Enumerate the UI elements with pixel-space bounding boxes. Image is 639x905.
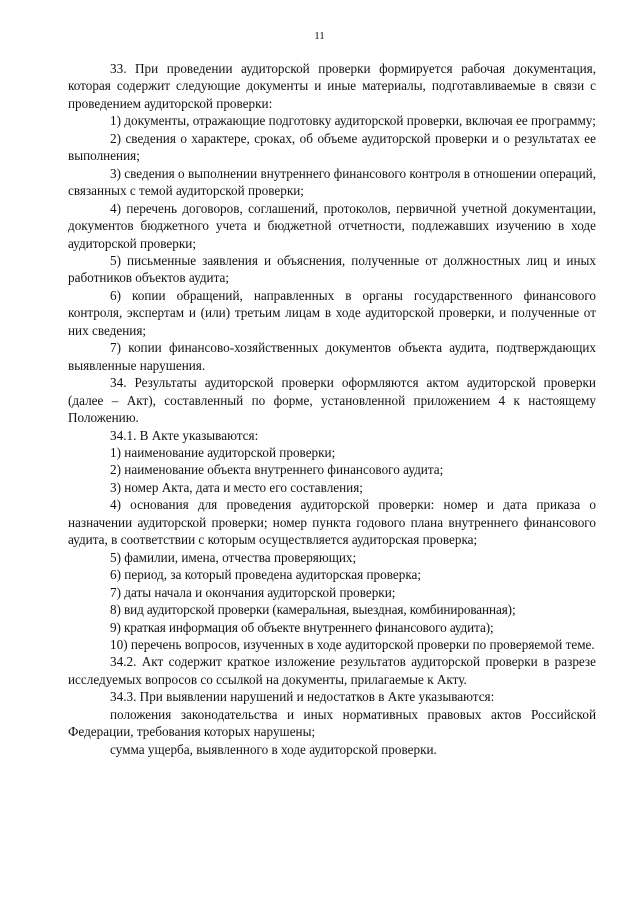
list-item-34-1-2: 2) наименование объекта внутреннего финансового аудита; xyxy=(110,462,444,478)
list-item-33-3: 3) сведения о выполнении внутреннего финансового контроля в отношении операций, связанных с темой аудиторской проверки; xyxy=(68,165,596,199)
list-item-34-1-1: 1) наименование аудиторской проверки; xyxy=(110,444,336,460)
list-item-33-7: 7) копии финансово-хозяйственных документов объекта аудита, подтверждающих выявленные нарушения. xyxy=(68,340,596,373)
list-item-34-1-8: 8) вид аудиторской проверки (камеральная, выездная, комбинированная); xyxy=(110,602,516,618)
document-body xyxy=(68,60,596,758)
list-item-34-1-5: 5) фамилии, имена, отчества проверяющих; xyxy=(110,549,357,565)
list-item-33-4: 4) перечень договоров, соглашений, протоколов, первичной учетной документации, документов бюджетного учета и бюджетной отчетности, подлежавших изучению в ходе аудиторской проверки; xyxy=(68,200,596,251)
list-item-34-1-6: 6) период, за который проведена аудиторская проверка; xyxy=(110,567,422,583)
list-item-33-1: 1) документы, отражающие подготовку аудиторской проверки, включая ее программу; xyxy=(110,113,596,129)
paragraph-34-1: 34.1. В Акте указываются: xyxy=(110,427,259,443)
list-item-33-2: 2) сведения о характере, сроках, об объеме аудиторской проверки и о результатах ее выполнения; xyxy=(68,130,596,164)
paragraph-34: 34. Результаты аудиторской проверки оформляются актом аудиторской проверки (далее – Акт), составленный по форме, установленной приложением 4 к настоящему Положению. xyxy=(68,375,596,426)
paragraph-33: 33. При проведении аудиторской проверки формируется рабочая документация, которая содержит следующие документы и иные материалы, подготавливаемые в связи с проведением аудиторской проверки: xyxy=(68,61,596,111)
list-item-34-3-1: положения законодательства и иных нормативных правовых актов Российской Федерации, требования которых нарушены; xyxy=(68,706,596,740)
list-item-33-5: 5) письменные заявления и объяснения, полученные от должностных лиц и иных работников объектов аудита; xyxy=(68,252,596,286)
list-item-34-3-2: сумма ущерба, выявленного в ходе аудиторской проверки. xyxy=(110,741,437,757)
list-item-33-6: 6) копии обращений, направленных в органы государственного финансового контроля, экспертам и (или) третьим лицам в ходе аудиторской проверки, и полученные от них сведения; xyxy=(68,287,596,338)
list-item-34-1-10: 10) перечень вопросов, изученных в ходе аудиторской проверки по проверяемой теме. xyxy=(110,636,595,652)
list-item-34-1-9: 9) краткая информация об объекте внутреннего финансового аудита); xyxy=(110,619,494,635)
page-number: 11 xyxy=(314,30,325,42)
list-item-34-1-7: 7) даты начала и окончания аудиторской проверки; xyxy=(110,584,396,600)
paragraph-34-2: 34.2. Акт содержит краткое изложение результатов аудиторской проверки в разрезе исследуемых вопросов со ссылкой на документы, прилагаемые к Акту. xyxy=(68,654,596,687)
paragraph-34-3: 34.3. При выявлении нарушений и недостатков в Акте указываются: xyxy=(110,689,495,705)
list-item-34-1-3: 3) номер Акта, дата и место его составления; xyxy=(110,479,363,495)
list-item-34-1-4: 4) основания для проведения аудиторской проверки: номер и дата приказа о назначении аудиторской проверки; номер пункта годового плана внутреннего финансового аудита, в соответствии с которым осуществляется аудиторская проверка; xyxy=(68,497,596,548)
